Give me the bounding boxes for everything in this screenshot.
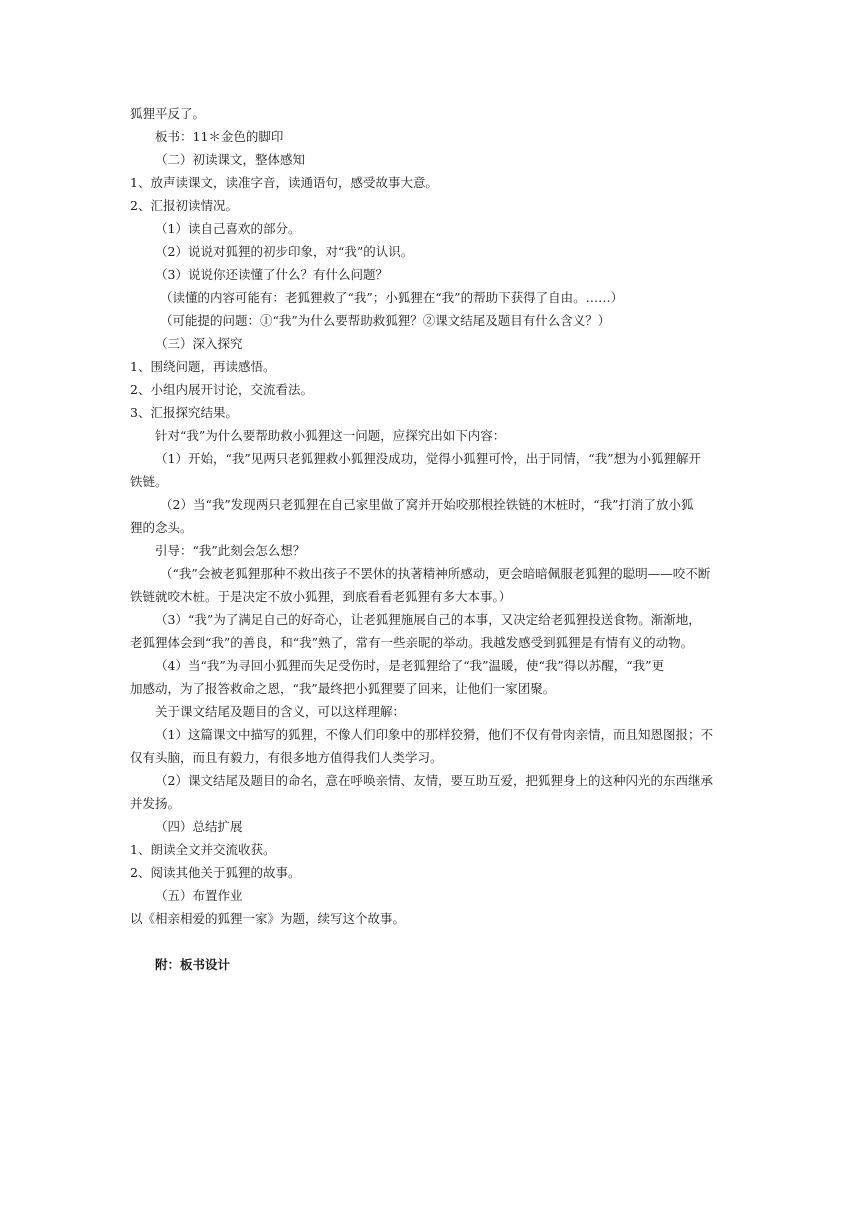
text-line: 1、围绕问题，再读感悟。 (130, 359, 276, 374)
text-line: 2、阅读其他关于狐狸的故事。 (130, 865, 301, 880)
text-line: 板书：11＊金色的脚印 (155, 129, 284, 144)
text-line: 并发扬。 (130, 796, 181, 811)
text-line: （2）课文结尾及题目的命名，意在呼唤亲情、友情，要互助互爱，把狐狸身上的这种闪光的东西继承 (155, 773, 713, 788)
text-line: 仅有头脑，而且有毅力，有很多地方值得我们人类学习。 (130, 750, 443, 765)
text-line: 加感动，为了报答救命之恩，“我”最终把小狐狸要了回来，让他们一家团聚。 (130, 681, 556, 696)
text-line: （3）说说你还读懂了什么？有什么问题？ (155, 267, 388, 282)
text-line: 1、放声读课文，读准字音，读通语句，感受故事大意。 (130, 175, 438, 190)
text-line: （可能提的问题：①“我”为什么要帮助救狐狸？②课文结尾及题目有什么含义？） (160, 313, 611, 328)
text-line: （1）开始，“我”见两只老狐狸救小狐狸没成功，觉得小狐狸可怜，出于同情，“我”想为小狐狸解开 (155, 451, 702, 466)
text-line: 3、汇报探究结果。 (130, 405, 238, 420)
text-line: （“我”会被老狐狸那种不救出孩子不罢休的执著精神所感动，更会暗暗佩服老狐狸的聪明——咬不断 (160, 566, 711, 581)
text-line: （2）当“我”发现两只老狐狸在自己家里做了窝并开始咬那根拴铁链的木桩时，“我”打消了放小狐 (160, 497, 694, 512)
text-line: 老狐狸体会到“我”的善良，和“我”熟了，常有一些亲昵的举动。我越发感受到狐狸是有情有义的动物。 (130, 635, 694, 650)
section-heading: （三）深入探究 (155, 336, 243, 351)
section-heading: （五）布置作业 (155, 888, 243, 903)
text-line: 关于课文结尾及题目的含义，可以这样理解： (155, 704, 406, 719)
text-line: 2、小组内展开讨论，交流看法。 (130, 382, 313, 397)
text-line: 针对“我”为什么要帮助救小狐狸这一问题，应探究出如下内容： (155, 428, 506, 443)
text-line: 引导：“我”此刻会怎么想？ (155, 543, 306, 558)
text-line: 1、朗读全文并交流收获。 (130, 842, 276, 857)
text-line: （1）这篇课文中描写的狐狸，不像人们印象中的那样狡猾，他们不仅有骨肉亲情，而且知恩图报；不 (155, 727, 713, 742)
text-line: 铁链。 (130, 474, 168, 489)
text-line: 以《相亲相爱的狐狸一家》为题，续写这个故事。 (130, 911, 406, 926)
text-line: 铁链就咬木桩。于是决定不放小狐狸，到底看看老狐狸有多大本事。） (130, 589, 512, 604)
text-line: 狐狸平反了。 (130, 106, 206, 121)
appendix-heading: 附：板书设计 (155, 957, 231, 972)
text-line: （4）当“我”为寻回小狐狸而失足受伤时，是老狐狸给了“我”温暖，使“我”得以苏醒，“我”更 (155, 658, 665, 673)
section-heading: （四）总结扩展 (155, 819, 243, 834)
text-line: （3）“我”为了满足自己的好奇心，让老狐狸施展自己的本事，又决定给老狐狸投送食物。渐渐地， (155, 612, 701, 627)
section-heading: （二）初读课文，整体感知 (155, 152, 306, 167)
text-line: （1）读自己喜欢的部分。 (155, 221, 301, 236)
text-line: （2）说说对狐狸的初步印象，对“我”的认识。 (155, 244, 414, 259)
text-line: 2、汇报初读情况。 (130, 198, 238, 213)
text-line: 狸的念头。 (130, 520, 193, 535)
text-line: （读懂的内容可能有：老狐狸救了“我”；小狐狸在“我”的帮助下获得了自由。……） (160, 290, 624, 305)
